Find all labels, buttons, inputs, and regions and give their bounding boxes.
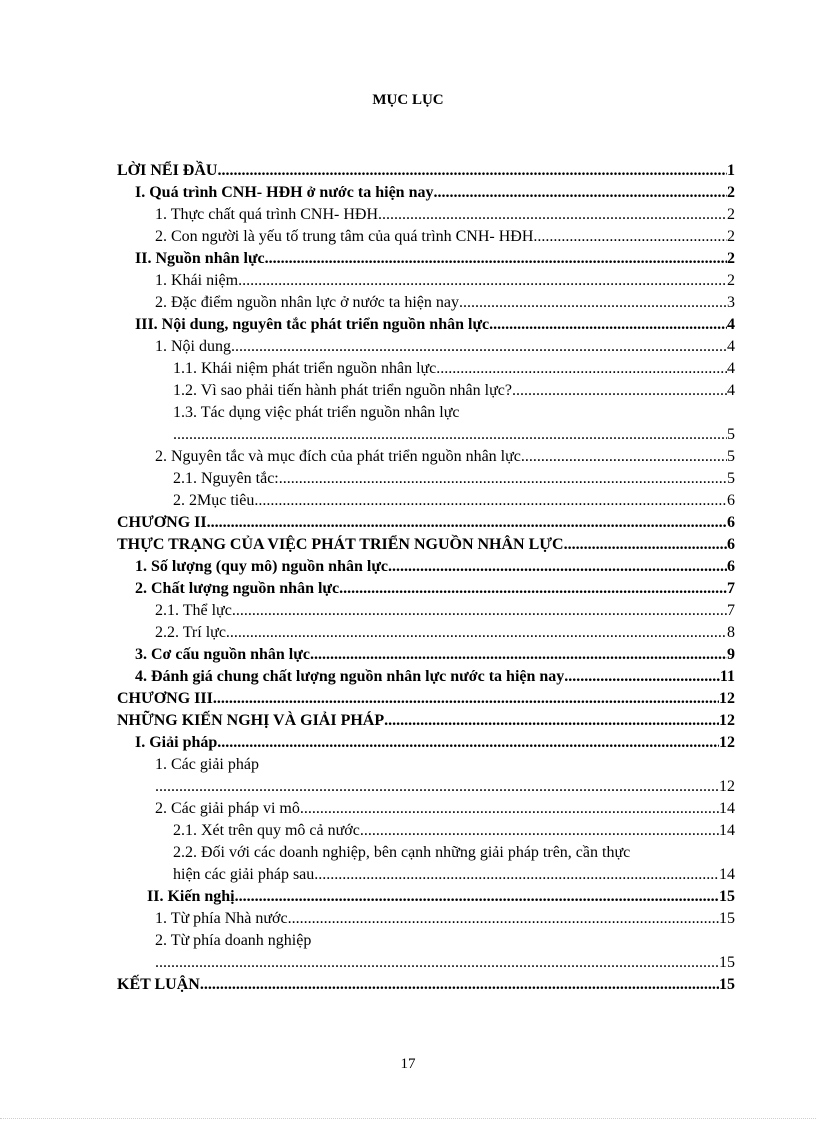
- toc-entry[interactable]: [117, 534, 735, 556]
- toc-entry[interactable]: [117, 226, 735, 248]
- toc-entry-page: 14: [719, 822, 735, 839]
- toc-entry-page: 4: [727, 338, 735, 355]
- toc-entry-title: 1.3. Tác dụng việc phát triển nguồn nhân lực: [173, 404, 460, 421]
- toc-entry-page: 2: [727, 206, 735, 223]
- toc-entry-title: KẾT LUẬN: [117, 976, 200, 993]
- toc-entry[interactable]: [117, 248, 735, 270]
- toc-entry[interactable]: [117, 600, 735, 622]
- toc-entry[interactable]: [117, 886, 735, 908]
- toc-entry-title: 2. Con người là yếu tố trung tâm của quá trình CNH- HĐH.: [155, 228, 538, 245]
- toc-entry-title: 2. Các giải pháp vi mô: [155, 800, 300, 817]
- toc-entry-page: 12: [719, 778, 735, 795]
- toc-entry-page: 3: [727, 294, 735, 311]
- toc-entry[interactable]: [117, 644, 735, 666]
- toc-entry-title: 1. Khái niệm: [155, 272, 239, 289]
- toc-entry-title: 1. Các giải pháp: [155, 756, 259, 773]
- toc-entry-page: 2: [727, 250, 735, 267]
- toc-entry-page: 7: [727, 580, 735, 597]
- toc-entry-title: THỰC TRẠNG CỦA VIỆC PHÁT TRIỂN NGUỒN NHÂN LỰC: [117, 536, 564, 553]
- toc-entry-title: 1.1. Khái niệm phát triển nguồn nhân lực: [173, 360, 437, 377]
- toc-entry-title: 1. Số lượng (quy mô) nguồn nhân lực: [135, 558, 389, 575]
- toc-entry-page: 6: [727, 514, 735, 531]
- toc-entry[interactable]: [117, 160, 735, 182]
- toc-entry-page: 12: [719, 690, 735, 707]
- toc-entry[interactable]: [117, 798, 735, 820]
- table-of-contents: [117, 160, 735, 996]
- toc-entry-title: 2. Từ phía doanh nghiệp: [155, 932, 312, 949]
- toc-entry[interactable]: [117, 688, 735, 710]
- toc-entry-page: 15: [719, 976, 735, 993]
- toc-entry-title: NHỮNG KIẾN NGHỊ VÀ GIẢI PHÁP: [117, 712, 385, 729]
- page-number: 17: [400, 1056, 416, 1072]
- toc-entry-title: I. Quá trình CNH- HĐH ở nước ta hiện nay: [135, 184, 434, 201]
- toc-entry-page: 8: [727, 624, 735, 641]
- toc-entry-title: 2. 2Mục tiêu: [173, 492, 255, 509]
- toc-entry-title: 2. Đặc điểm nguồn nhân lực ở nước ta hiện nay: [155, 294, 459, 311]
- toc-entry[interactable]: [117, 336, 735, 358]
- toc-entry[interactable]: [117, 842, 735, 886]
- toc-entry[interactable]: [117, 314, 735, 336]
- toc-entry-page: 5: [727, 426, 735, 443]
- toc-entry[interactable]: [117, 512, 735, 534]
- toc-entry-title: 1. Từ phía Nhà nước: [155, 910, 288, 927]
- toc-entry-title: 1. Nội dung: [155, 338, 231, 355]
- toc-entry-title: 1.2. Vì sao phải tiến hành phát triển nguồn nhân lực?: [173, 382, 512, 399]
- toc-entry-title: 3. Cơ cấu nguồn nhân lực: [135, 646, 310, 663]
- toc-entry[interactable]: [117, 182, 735, 204]
- toc-entry[interactable]: [117, 358, 735, 380]
- toc-entry-title: I. Giải pháp: [135, 734, 218, 751]
- toc-entry[interactable]: [117, 380, 735, 402]
- toc-entry[interactable]: [117, 666, 735, 688]
- toc-entry[interactable]: [117, 292, 735, 314]
- toc-entry[interactable]: [117, 204, 735, 226]
- toc-entry-page: 4: [727, 316, 735, 333]
- toc-entry-page: 6: [727, 492, 735, 509]
- toc-entry-page: 14: [719, 800, 735, 817]
- toc-entry-page: 1: [727, 162, 735, 179]
- toc-entry-title: CHƯƠNG II: [117, 514, 207, 531]
- toc-entry-page: 12: [719, 734, 735, 751]
- toc-entry-page: 2: [727, 184, 735, 201]
- toc-entry[interactable]: [117, 908, 735, 930]
- toc-entry-title: LỜI NỂI ĐẦU: [117, 162, 218, 179]
- toc-entry-page: 15: [719, 910, 735, 927]
- toc-entry-page: 4: [727, 382, 735, 399]
- toc-entry[interactable]: [117, 490, 735, 512]
- toc-entry[interactable]: [117, 930, 735, 974]
- toc-entry-page: 6: [727, 558, 735, 575]
- toc-entry[interactable]: [117, 732, 735, 754]
- toc-entry-page: 5: [727, 470, 735, 487]
- toc-entry[interactable]: [117, 622, 735, 644]
- toc-entry-page: 11: [719, 668, 735, 685]
- toc-entry-page: 14: [719, 866, 735, 883]
- toc-entry-title: II. Nguồn nhân lực: [135, 250, 265, 267]
- toc-entry-page: 5: [727, 448, 735, 465]
- toc-entry[interactable]: [117, 270, 735, 292]
- toc-entry-title: 2. Nguyên tắc và mục đích của phát triển nguồn nhân lực: [155, 448, 521, 465]
- toc-entry-title: II. Kiến nghị: [147, 888, 235, 905]
- toc-entry-title: 2.1. Thể lực: [155, 602, 232, 619]
- toc-entry-title: 2.1. Xét trên quy mô cả nước: [173, 822, 360, 839]
- toc-entry-page: 9: [727, 646, 735, 663]
- toc-entry-page: 6: [727, 536, 735, 553]
- toc-entry-page: 4: [727, 360, 735, 377]
- toc-entry-title: III. Nội dung, nguyên tắc phát triển nguồn nhân lực: [135, 316, 490, 333]
- toc-entry-title: 2.2. Đối với các doanh nghiệp, bên cạnh những giải pháp trên, cần thực: [173, 844, 631, 861]
- toc-entry[interactable]: [117, 710, 735, 732]
- toc-entry-title: 2.1. Nguyên tắc:: [173, 470, 279, 487]
- toc-entry-title: CHƯƠNG III: [117, 690, 213, 707]
- toc-entry[interactable]: [117, 402, 735, 446]
- toc-entry-page: 15: [719, 888, 735, 905]
- toc-entry[interactable]: [117, 578, 735, 600]
- toc-entry-title: 2. Chất lượng nguồn nhân lực: [135, 580, 340, 597]
- toc-entry[interactable]: [117, 974, 735, 996]
- page-bottom-divider: [0, 1118, 816, 1119]
- toc-entry-title: 2.2. Trí lực: [155, 624, 226, 641]
- toc-entry[interactable]: [117, 446, 735, 468]
- toc-entry-title: 1. Thực chất quá trình CNH- HĐH: [155, 206, 378, 223]
- toc-entry-title: 4. Đánh giá chung chất lượng nguồn nhân lực nước ta hiện nay: [135, 668, 565, 685]
- toc-entry-page: 12: [719, 712, 735, 729]
- toc-entry[interactable]: [117, 556, 735, 578]
- toc-entry-title-continued: hiện các giải pháp sau: [173, 866, 315, 883]
- toc-entry[interactable]: [117, 468, 735, 490]
- toc-title: MỤC LỤC: [372, 92, 444, 108]
- toc-entry[interactable]: [117, 754, 735, 798]
- toc-entry-page: 2: [727, 228, 735, 245]
- toc-entry-page: 15: [719, 954, 735, 971]
- toc-entry-page: 2: [727, 272, 735, 289]
- toc-entry[interactable]: [117, 820, 735, 842]
- toc-entry-page: 7: [727, 602, 735, 619]
